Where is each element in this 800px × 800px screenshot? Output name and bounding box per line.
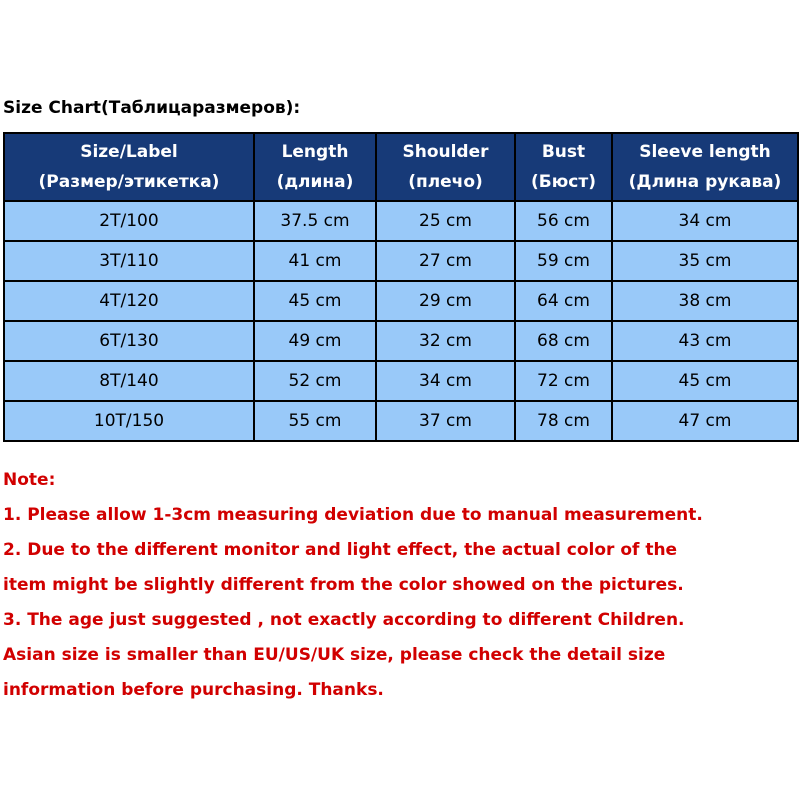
header-line: (длина) (276, 172, 354, 192)
table-cell: 29 cm (376, 281, 515, 321)
notes-section (3, 463, 798, 708)
table-row (4, 321, 798, 361)
header-bust (515, 133, 612, 201)
table-cell: 55 cm (254, 401, 376, 441)
table-cell: 34 cm (376, 361, 515, 401)
table-cell: 43 cm (612, 321, 798, 361)
table-cell: 4T/120 (4, 281, 254, 321)
table-cell: 47 cm (612, 401, 798, 441)
table-cell: 45 cm (612, 361, 798, 401)
header-shoulder (376, 133, 515, 201)
table-cell: 2T/100 (4, 201, 254, 241)
table-cell: 32 cm (376, 321, 515, 361)
table-cell: 6T/130 (4, 321, 254, 361)
page-title: Size Chart(Таблицаразмеров): (3, 98, 301, 118)
table-row (4, 281, 798, 321)
table-cell: 64 cm (515, 281, 612, 321)
header-line: (Размер/этикетка) (38, 172, 220, 192)
table-row (4, 241, 798, 281)
header-line: Shoulder (402, 142, 489, 162)
note-line: 1. Please allow 1-3cm measuring deviation due to manual measurement. (3, 505, 703, 525)
header-line: (Длина рукава) (628, 172, 782, 192)
table-cell: 38 cm (612, 281, 798, 321)
header-line: (Бюст) (531, 172, 596, 192)
note-line: Asian size is smaller than EU/US/UK size, please check the detail size (3, 645, 666, 665)
table-cell: 45 cm (254, 281, 376, 321)
table-cell: 68 cm (515, 321, 612, 361)
note-heading: Note: (3, 470, 56, 490)
table-cell: 35 cm (612, 241, 798, 281)
note-line: information before purchasing. Thanks. (3, 680, 384, 700)
table-cell: 37.5 cm (254, 201, 376, 241)
table-cell: 56 cm (515, 201, 612, 241)
header-line: Size/Label (80, 142, 178, 162)
note-line: 2. Due to the different monitor and light effect, the actual color of the (3, 540, 678, 560)
table-cell: 72 cm (515, 361, 612, 401)
header-size-label (4, 133, 254, 201)
header-line: Bust (541, 142, 586, 162)
header-sleeve-length (612, 133, 798, 201)
table-row (4, 201, 798, 241)
table-cell: 25 cm (376, 201, 515, 241)
note-line: item might be slightly different from the color showed on the pictures. (3, 575, 684, 595)
table-row (4, 361, 798, 401)
table-cell: 59 cm (515, 241, 612, 281)
table-header-row (4, 133, 798, 201)
header-line: Length (281, 142, 349, 162)
table-row (4, 401, 798, 441)
header-line: Sleeve length (639, 142, 771, 162)
table-cell: 8T/140 (4, 361, 254, 401)
table-cell: 49 cm (254, 321, 376, 361)
header-line: (плечо) (408, 172, 483, 192)
table-cell: 41 cm (254, 241, 376, 281)
table-cell: 37 cm (376, 401, 515, 441)
table-cell: 10T/150 (4, 401, 254, 441)
size-chart-table (3, 132, 799, 442)
table-cell: 78 cm (515, 401, 612, 441)
table-cell: 52 cm (254, 361, 376, 401)
table-cell: 27 cm (376, 241, 515, 281)
table-cell: 34 cm (612, 201, 798, 241)
header-length (254, 133, 376, 201)
table-cell: 3T/110 (4, 241, 254, 281)
note-line: 3. The age just suggested , not exactly according to different Children. (3, 610, 685, 630)
